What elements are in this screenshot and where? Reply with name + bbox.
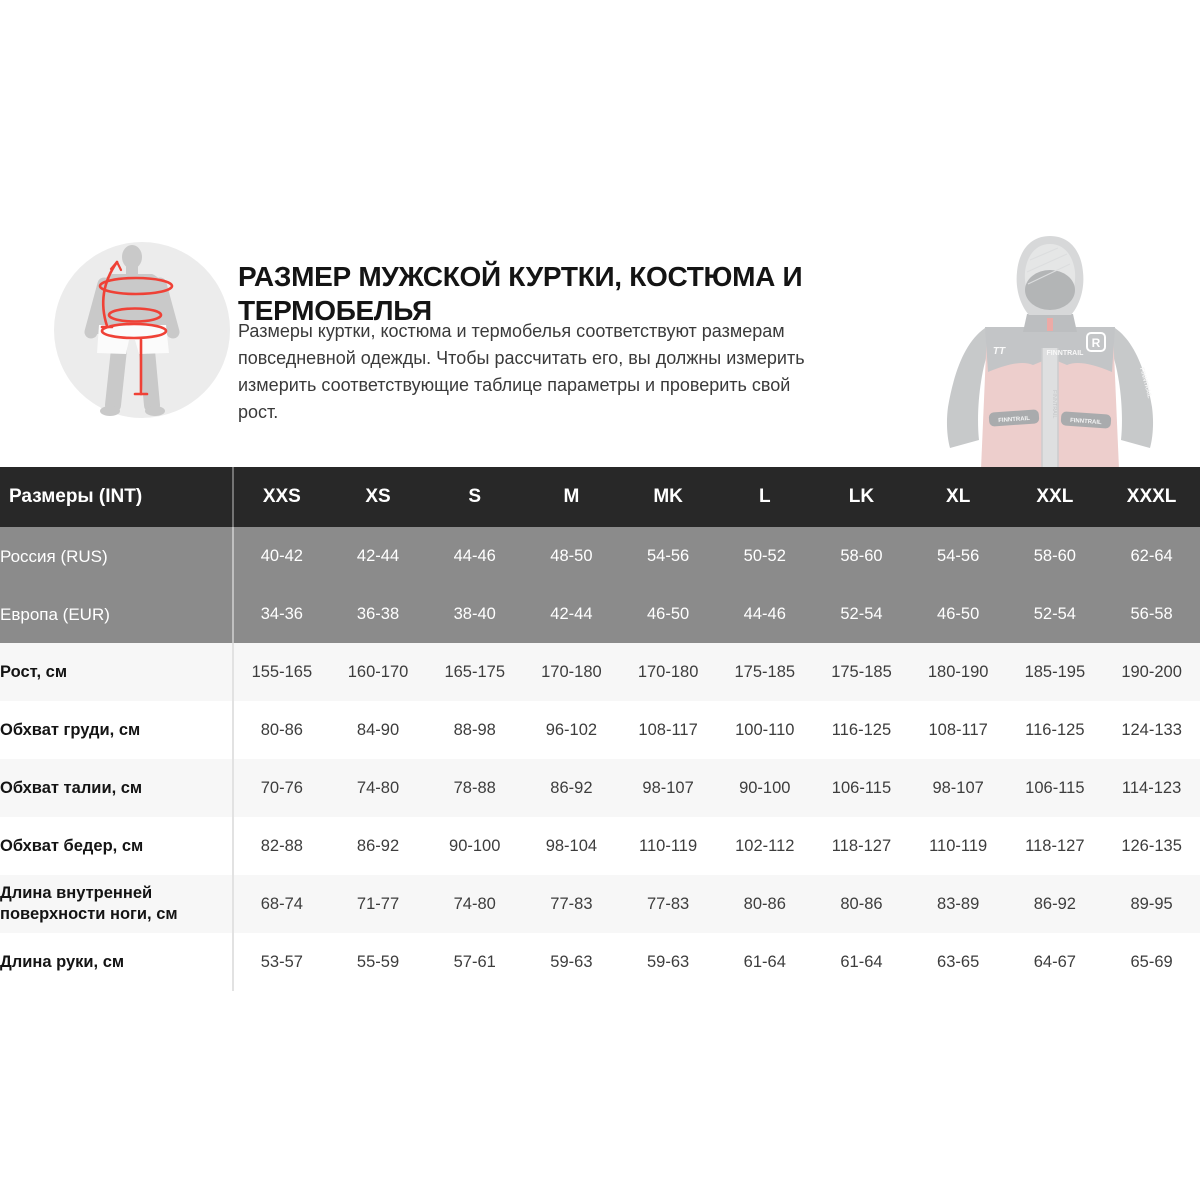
size-value-cell: 71-77 — [330, 875, 427, 933]
size-value-cell: 74-80 — [426, 875, 523, 933]
size-value-cell: 86-92 — [330, 817, 427, 875]
row-label: Рост, см — [0, 643, 233, 701]
size-value-cell: 155-165 — [233, 643, 330, 701]
size-value-cell: 42-44 — [523, 585, 620, 643]
size-value-cell: 83-89 — [910, 875, 1007, 933]
size-value-cell: 55-59 — [330, 933, 427, 991]
size-value-cell: 170-180 — [523, 643, 620, 701]
table-corner-label: Размеры (INT) — [0, 467, 233, 527]
size-value-cell: 110-119 — [620, 817, 717, 875]
size-value-cell: 53-57 — [233, 933, 330, 991]
size-value-cell: 64-67 — [1007, 933, 1104, 991]
size-value-cell: 86-92 — [523, 759, 620, 817]
table-row — [0, 759, 1200, 817]
size-value-cell: 61-64 — [813, 933, 910, 991]
size-value-cell: 116-125 — [1007, 701, 1104, 759]
size-value-cell: 180-190 — [910, 643, 1007, 701]
size-value-cell: 50-52 — [716, 527, 813, 585]
size-value-cell: 116-125 — [813, 701, 910, 759]
table-row — [0, 933, 1200, 991]
size-value-cell: 52-54 — [813, 585, 910, 643]
table-row — [0, 875, 1200, 933]
size-value-cell: 61-64 — [716, 933, 813, 991]
size-value-cell: 74-80 — [330, 759, 427, 817]
size-value-cell: 175-185 — [716, 643, 813, 701]
size-header-row — [0, 467, 1200, 527]
size-value-cell: 46-50 — [910, 585, 1007, 643]
size-value-cell: 57-61 — [426, 933, 523, 991]
size-value-cell: 96-102 — [523, 701, 620, 759]
page-description — [238, 318, 805, 426]
size-value-cell: 54-56 — [620, 527, 717, 585]
size-value-cell: 98-107 — [620, 759, 717, 817]
size-value-cell: 80-86 — [716, 875, 813, 933]
size-value-cell: 48-50 — [523, 527, 620, 585]
size-value-cell: 65-69 — [1103, 933, 1200, 991]
size-header-lk: LK — [813, 467, 910, 527]
size-value-cell: 108-117 — [910, 701, 1007, 759]
brand-tt-logo: TT — [992, 346, 1006, 357]
size-value-cell: 170-180 — [620, 643, 717, 701]
size-value-cell: 108-117 — [620, 701, 717, 759]
size-value-cell: 44-46 — [716, 585, 813, 643]
size-table-section — [0, 467, 1200, 991]
size-table — [0, 467, 1200, 991]
size-value-cell: 40-42 — [233, 527, 330, 585]
table-row — [0, 817, 1200, 875]
size-value-cell: 77-83 — [620, 875, 717, 933]
size-value-cell: 54-56 — [910, 527, 1007, 585]
body-measure-illustration — [54, 242, 230, 418]
product-jacket-image — [935, 230, 1165, 469]
size-value-cell: 84-90 — [330, 701, 427, 759]
svg-text:R: R — [1091, 336, 1101, 350]
row-label: Длина руки, см — [0, 933, 233, 991]
svg-text:FINNTRAIL: FINNTRAIL — [998, 415, 1031, 425]
size-value-cell: 68-74 — [233, 875, 330, 933]
row-label: Обхват бедер, см — [0, 817, 233, 875]
size-header-s: S — [426, 467, 523, 527]
size-value-cell: 34-36 — [233, 585, 330, 643]
size-header-mk: MK — [620, 467, 717, 527]
size-value-cell: 106-115 — [813, 759, 910, 817]
size-value-cell: 44-46 — [426, 527, 523, 585]
row-label: Обхват груди, см — [0, 701, 233, 759]
size-value-cell: 59-63 — [523, 933, 620, 991]
size-value-cell: 70-76 — [233, 759, 330, 817]
row-label: Обхват талии, см — [0, 759, 233, 817]
zipper-brand-text: FINNTRAIL — [1051, 390, 1057, 419]
size-value-cell: 118-127 — [813, 817, 910, 875]
size-value-cell: 118-127 — [1007, 817, 1104, 875]
size-value-cell: 56-58 — [1103, 585, 1200, 643]
table-row — [0, 527, 1200, 585]
size-header-l: L — [716, 467, 813, 527]
row-label: Россия (RUS) — [0, 527, 233, 585]
size-value-cell: 52-54 — [1007, 585, 1104, 643]
table-row — [0, 585, 1200, 643]
size-value-cell: 46-50 — [620, 585, 717, 643]
size-value-cell: 165-175 — [426, 643, 523, 701]
size-value-cell: 42-44 — [330, 527, 427, 585]
size-value-cell: 63-65 — [910, 933, 1007, 991]
size-value-cell: 89-95 — [1103, 875, 1200, 933]
size-value-cell: 82-88 — [233, 817, 330, 875]
measurement-figure-icon — [54, 242, 230, 418]
description-line: рост. — [238, 402, 279, 422]
size-value-cell: 160-170 — [330, 643, 427, 701]
size-value-cell: 98-104 — [523, 817, 620, 875]
size-value-cell: 100-110 — [716, 701, 813, 759]
size-value-cell: 126-135 — [1103, 817, 1200, 875]
size-value-cell: 110-119 — [910, 817, 1007, 875]
size-value-cell: 88-98 — [426, 701, 523, 759]
size-value-cell: 36-38 — [330, 585, 427, 643]
row-label: Длина внутренней поверхности ноги, см — [0, 875, 233, 933]
size-value-cell: 78-88 — [426, 759, 523, 817]
svg-text:FINNTRAIL: FINNTRAIL — [1069, 417, 1102, 427]
size-value-cell: 175-185 — [813, 643, 910, 701]
size-value-cell: 77-83 — [523, 875, 620, 933]
size-value-cell: 58-60 — [813, 527, 910, 585]
brand-name-text: FINNTRAIL — [1046, 350, 1084, 357]
size-value-cell: 59-63 — [620, 933, 717, 991]
size-value-cell: 106-115 — [1007, 759, 1104, 817]
size-header-xxxl: XXXL — [1103, 467, 1200, 527]
row-label: Европа (EUR) — [0, 585, 233, 643]
size-value-cell: 98-107 — [910, 759, 1007, 817]
page-title: РАЗМЕР МУЖСКОЙ КУРТКИ, КОСТЮМА И ТЕРМОБЕЛЬЯ — [238, 260, 803, 326]
sleeve-brand-text: FINNTRAIL — [1138, 366, 1153, 400]
zipper-tab-icon — [1047, 318, 1053, 331]
size-value-cell: 90-100 — [716, 759, 813, 817]
size-value-cell: 185-195 — [1007, 643, 1104, 701]
size-value-cell: 90-100 — [426, 817, 523, 875]
size-value-cell: 80-86 — [813, 875, 910, 933]
table-row — [0, 643, 1200, 701]
size-header-xs: XS — [330, 467, 427, 527]
table-row — [0, 701, 1200, 759]
size-header-xl: XL — [910, 467, 1007, 527]
size-value-cell: 58-60 — [1007, 527, 1104, 585]
size-value-cell: 38-40 — [426, 585, 523, 643]
jacket-graphic — [935, 230, 1165, 469]
size-value-cell: 114-123 — [1103, 759, 1200, 817]
size-value-cell: 62-64 — [1103, 527, 1200, 585]
size-value-cell: 102-112 — [716, 817, 813, 875]
description-line: измерить соответствующие таблице параметры и проверить свой — [238, 375, 791, 395]
size-value-cell: 124-133 — [1103, 701, 1200, 759]
size-value-cell: 86-92 — [1007, 875, 1104, 933]
size-value-cell: 80-86 — [233, 701, 330, 759]
description-line: Размеры куртки, костюма и термобелья соответствуют размерам — [238, 321, 785, 341]
size-header-xxs: XXS — [233, 467, 330, 527]
size-header-m: M — [523, 467, 620, 527]
size-header-xxl: XXL — [1007, 467, 1104, 527]
description-line: повседневной одежды. Чтобы рассчитать его, вы должны измерить — [238, 348, 805, 368]
size-value-cell: 190-200 — [1103, 643, 1200, 701]
